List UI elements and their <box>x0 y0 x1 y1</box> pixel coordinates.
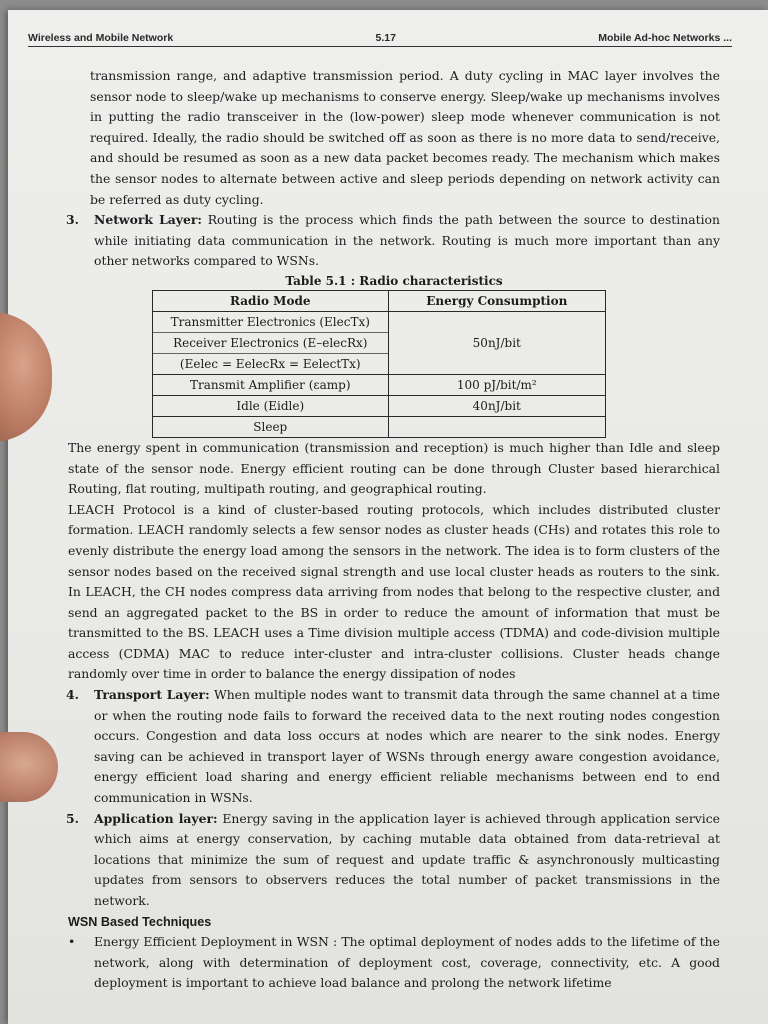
book-page <box>8 10 768 1024</box>
bullet-text: Energy Efficient Deployment in WSN : The optimal deployment of nodes adds to the lifetime of the network, along with determination of deployment cost, coverage, connectivity, etc. A good deployment is important to achieve load balance and prolong the network lifetime <box>94 934 720 991</box>
list-item-network-layer <box>68 210 720 272</box>
header-book-title: Wireless and Mobile Network <box>28 32 174 44</box>
energy-cell: 50nJ/bit <box>388 311 605 374</box>
item-text: When multiple nodes want to transmit data through the same channel at a time or when the routing node fails to forward the received data to the next routing nodes congestion occurs. Congestion and data loss occurs at nodes which are nearer to the sink nodes. Energy saving can be achieved in transport layer of WSNs through energy aware congestion avoidance, energy efficient load sharing and energy efficient reliable mechanisms between end to end communication in WSNs. <box>94 687 721 806</box>
column-header-energy: Energy Consumption <box>388 290 605 311</box>
page-body <box>68 66 720 994</box>
radio-mode-line: Receiver Electronics (E–elecRx) <box>153 333 388 354</box>
header-page-number: 5.17 <box>375 32 396 44</box>
column-header-radio-mode: Radio Mode <box>153 290 389 311</box>
radio-mode-line: Transmitter Electronics (ElecTx) <box>153 312 388 333</box>
list-item-application-layer <box>68 809 720 912</box>
radio-characteristics-table <box>152 290 606 438</box>
radio-mode-cell: Transmit Amplifier (εamp) <box>153 374 389 395</box>
item-title: Network Layer: <box>94 212 202 228</box>
radio-mode-cell: Idle (Eidle) <box>153 395 389 416</box>
item-title: Transport Layer: <box>94 687 210 703</box>
radio-mode-line: (Eelec = EelecRx = EelectTx) <box>179 356 361 371</box>
energy-cell: 40nJ/bit <box>388 395 605 416</box>
table-row <box>153 395 606 416</box>
energy-paragraph: The energy spent in communication (transmission and reception) is much higher than Idle and sleep state of the sensor node. Energy efficient routing can be done through Cluster based hierarchical Routing, flat routing, multipath routing, and geographical routing. <box>68 439 720 497</box>
table-caption: Table 5.1 : Radio characteristics <box>285 273 503 288</box>
intro-paragraph: transmission range, and adaptive transmission period. A duty cycling in MAC layer involves the sensor node to sleep/wake up mechanisms to conserve energy. Sleep/wake up mechanisms involves in putting the radio transceiver in the (low-power) sleep mode whenever communication is not required. Ideally, the radio should be switched off as soon as there is no more data to send/receive, and should be resumed as soon as a new data packet becomes ready. The mechanism which makes the sensor nodes to alternate between active and sleep periods depending on network activity can be referred as duty cycling. <box>90 68 720 207</box>
running-header <box>28 32 732 47</box>
item-number: 3. <box>66 212 79 228</box>
radio-mode-cell <box>153 311 389 374</box>
energy-cell: 100 pJ/bit/m² <box>388 374 605 395</box>
bullet-dot: • <box>68 934 76 950</box>
table-row <box>153 311 606 374</box>
item-text: Energy saving in the application layer is achieved through application service which aims at energy conservation, by caching mutable data obtained from data-retrieval at locations that minimize the sum of request and update traffic & asynchronously multicasting updates from sensors to observers reduces the total number of packet transmissions in the network. <box>94 810 720 908</box>
item-text: Routing is the process which finds the path between the source to destination while initiating data communication in the network. Routing is much more important than any other networks compared to WSNs. <box>94 212 720 269</box>
leach-paragraph: LEACH Protocol is a kind of cluster-based routing protocols, which includes distributed cluster formation. LEACH randomly selects a few sensor nodes as cluster heads (CHs) and rotates this role to evenly distribute the energy load among the sensors in the network. The idea is to form clusters of the sensor nodes based on the received signal strength and use local cluster heads as routers to the sink. In LEACH, the CH nodes compress data arriving from nodes that belong to the respective cluster, and send an aggregated packet to the BS in order to reduce the amount of information that must be transmitted to the BS. LEACH uses a Time division multiple access (TDMA) and code-division multiple access (CDMA) MAC to reduce inter-cluster and intra-cluster collisions. Cluster heads change randomly over time in order to balance the energy dissipation of nodes <box>68 501 720 682</box>
item-number: 4. <box>66 687 79 703</box>
section-heading: WSN Based Techniques <box>68 914 212 929</box>
list-item-transport-layer <box>68 685 720 809</box>
table-row <box>153 416 606 437</box>
energy-cell <box>388 416 605 437</box>
table-header-row <box>153 290 606 311</box>
item-number: 5. <box>66 810 79 826</box>
table-row <box>153 374 606 395</box>
radio-mode-cell: Sleep <box>153 416 389 437</box>
header-chapter-title: Mobile Ad-hoc Networks ... <box>598 32 732 44</box>
item-title: Application layer: <box>94 810 218 826</box>
bullet-item <box>68 932 720 994</box>
